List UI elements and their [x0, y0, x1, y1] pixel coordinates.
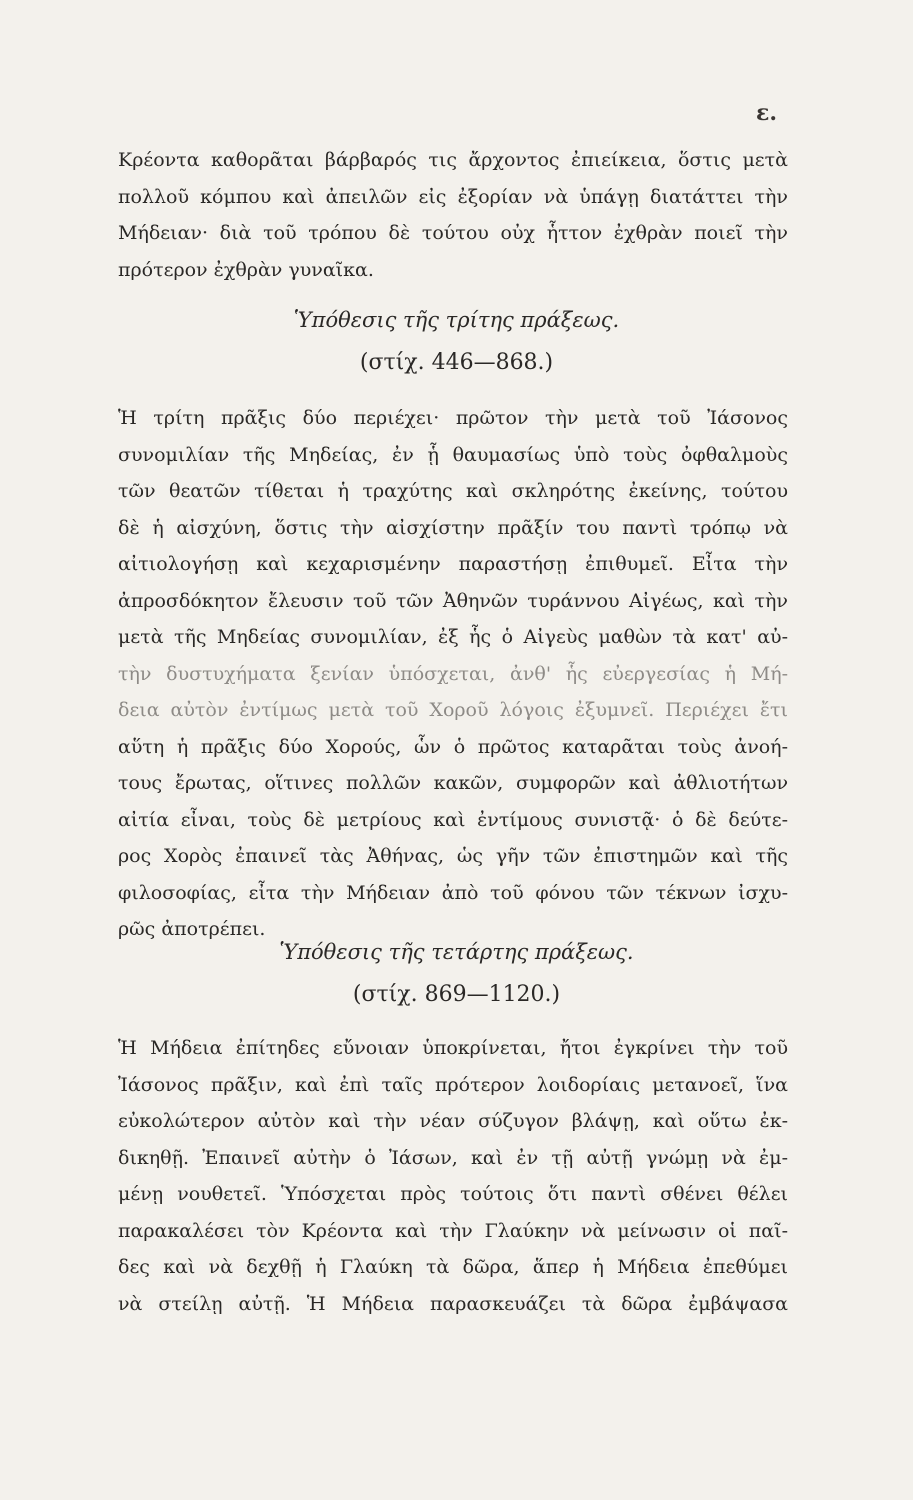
text-line: τους ἔρωτας, οἵτινες πολλῶν κακῶν, συμφορῶν καὶ ἀθλιοτήτων	[118, 772, 788, 794]
text-line: νὰ στείλῃ αὐτῇ. Ἡ Μήδεια παρασκευάζει τὰ δῶρα ἐμβάψασα	[118, 1292, 788, 1315]
text-line: πρότερον ἐχθρὰν γυναῖκα.	[118, 258, 374, 281]
text-line: εὐκολώτερον αὐτὸν καὶ τὴν νέαν σύζυγον βλάψῃ, καὶ οὕτω ἐκ-	[118, 1110, 788, 1132]
text-line: φιλοσοφίας, εἶτα τὴν Μήδειαν ἀπὸ τοῦ φόνου τῶν τέκνων ἰσχυ-	[118, 881, 788, 904]
text-line: δικηθῇ. Ἐπαινεῖ αὐτὴν ὁ Ἰάσων, καὶ ἐν τῇ αὐτῇ γνώμῃ νὰ ἐμ-	[118, 1146, 788, 1169]
text-line: τὴν δυστυχήματα ξενίαν ὑπόσχεται, ἀνθ' ἧς εὐεργεσίας ἡ Μή-	[118, 662, 788, 685]
text-line: ρος Χορὸς ἐπαινεῖ τὰς Ἀθήνας, ὡς γῆν τῶν ἐπιστημῶν καὶ τῆς	[118, 845, 788, 867]
text-line: συνομιλίαν τῆς Μηδείας, ἐν ᾗ θαυμασίως ὑπὸ τοὺς ὀφθαλμοὺς	[118, 443, 788, 466]
text-line: παρακαλέσει τὸν Κρέοντα καὶ τὴν Γλαύκην νὰ μείνωσιν οἱ παῖ-	[118, 1219, 788, 1242]
text-line: πολλοῦ κόμπου καὶ ἀπειλῶν εἰς ἐξορίαν νὰ ὑπάγῃ διατάττει τὴν	[118, 185, 788, 208]
act4-heading: Ὑπόθεσις τῆς τετάρτης πράξεως.	[279, 940, 634, 964]
text-line: αἰτιολογήσῃ καὶ κεχαρισμένην παραστήσῃ ἐπιθυμεῖ. Εἶτα τὴν	[118, 553, 788, 575]
act4-paragraph	[118, 1030, 788, 1322]
text-line: Ἰάσονος πρᾶξιν, καὶ ἐπὶ ταῖς πρότερον λοιδορίαις μετανοεῖ, ἵνα	[118, 1073, 788, 1096]
page-number: ε.	[756, 100, 778, 126]
text-line: αἰτία εἶναι, τοὺς δὲ μετρίους καὶ ἐντίμους συνιστᾷ· ὁ δὲ δεύτε-	[118, 808, 788, 831]
text-line: ἀπροσδόκητον ἔλευσιν τοῦ τῶν Ἀθηνῶν τυράννου Αἰγέως, καὶ τὴν	[118, 589, 788, 612]
act3-verses: (στίχ. 446—868.)	[359, 350, 554, 375]
text-line: αὕτη ἡ πρᾶξις δύο Χορούς, ὧν ὁ πρῶτος καταρᾶται τοὺς ἀνοή-	[118, 735, 788, 758]
text-line: μένῃ νουθετεῖ. Ὑπόσχεται πρὸς τούτοις ὅτι παντὶ σθένει θέλει	[118, 1183, 788, 1205]
act3-paragraph	[118, 400, 788, 948]
intro-paragraph	[118, 142, 788, 288]
text-line: Κρέοντα καθορᾶται βάρβαρός τις ἄρχοντος ἐπιείκεια, ὅστις μετὰ	[118, 149, 788, 171]
text-line: δὲ ἡ αἰσχύνη, ὅστις τὴν αἰσχίστην πρᾶξίν του παντὶ τρόπῳ νὰ	[118, 516, 788, 539]
act3-heading: Ὑπόθεσις τῆς τρίτης πράξεως.	[293, 308, 620, 332]
text-line: Ἡ Μήδεια ἐπίτηδες εὔνοιαν ὑποκρίνεται, ἤτοι ἐγκρίνει τὴν τοῦ	[118, 1037, 788, 1059]
text-line: τῶν θεατῶν τίθεται ἡ τραχύτης καὶ σκληρότης ἐκείνης, τούτου	[118, 480, 788, 502]
text-line: Ἡ τρίτη πρᾶξις δύο περιέχει· πρῶτον τὴν μετὰ τοῦ Ἰάσονος	[118, 407, 788, 429]
text-line: ρῶς ἀποτρέπει.	[118, 918, 266, 940]
text-line: δες καὶ νὰ δεχθῇ ἡ Γλαύκη τὰ δῶρα, ἅπερ ἡ Μήδεια ἐπεθύμει	[118, 1256, 788, 1278]
act4-verses: (στίχ. 869—1120.)	[352, 982, 561, 1007]
text-line: δεια αὐτὸν ἐντίμως μετὰ τοῦ Χοροῦ λόγοις ἐξυμνεῖ. Περιέχει ἔτι	[118, 699, 788, 721]
text-line: μετὰ τῆς Μηδείας συνομιλίαν, ἐξ ἧς ὁ Αἰγεὺς μαθὼν τὰ κατ' αὐ-	[118, 626, 788, 648]
text-line: Μήδειαν· διὰ τοῦ τρόπου δὲ τούτου οὐχ ἧττον ἐχθρὰν ποιεῖ τὴν	[118, 222, 788, 244]
